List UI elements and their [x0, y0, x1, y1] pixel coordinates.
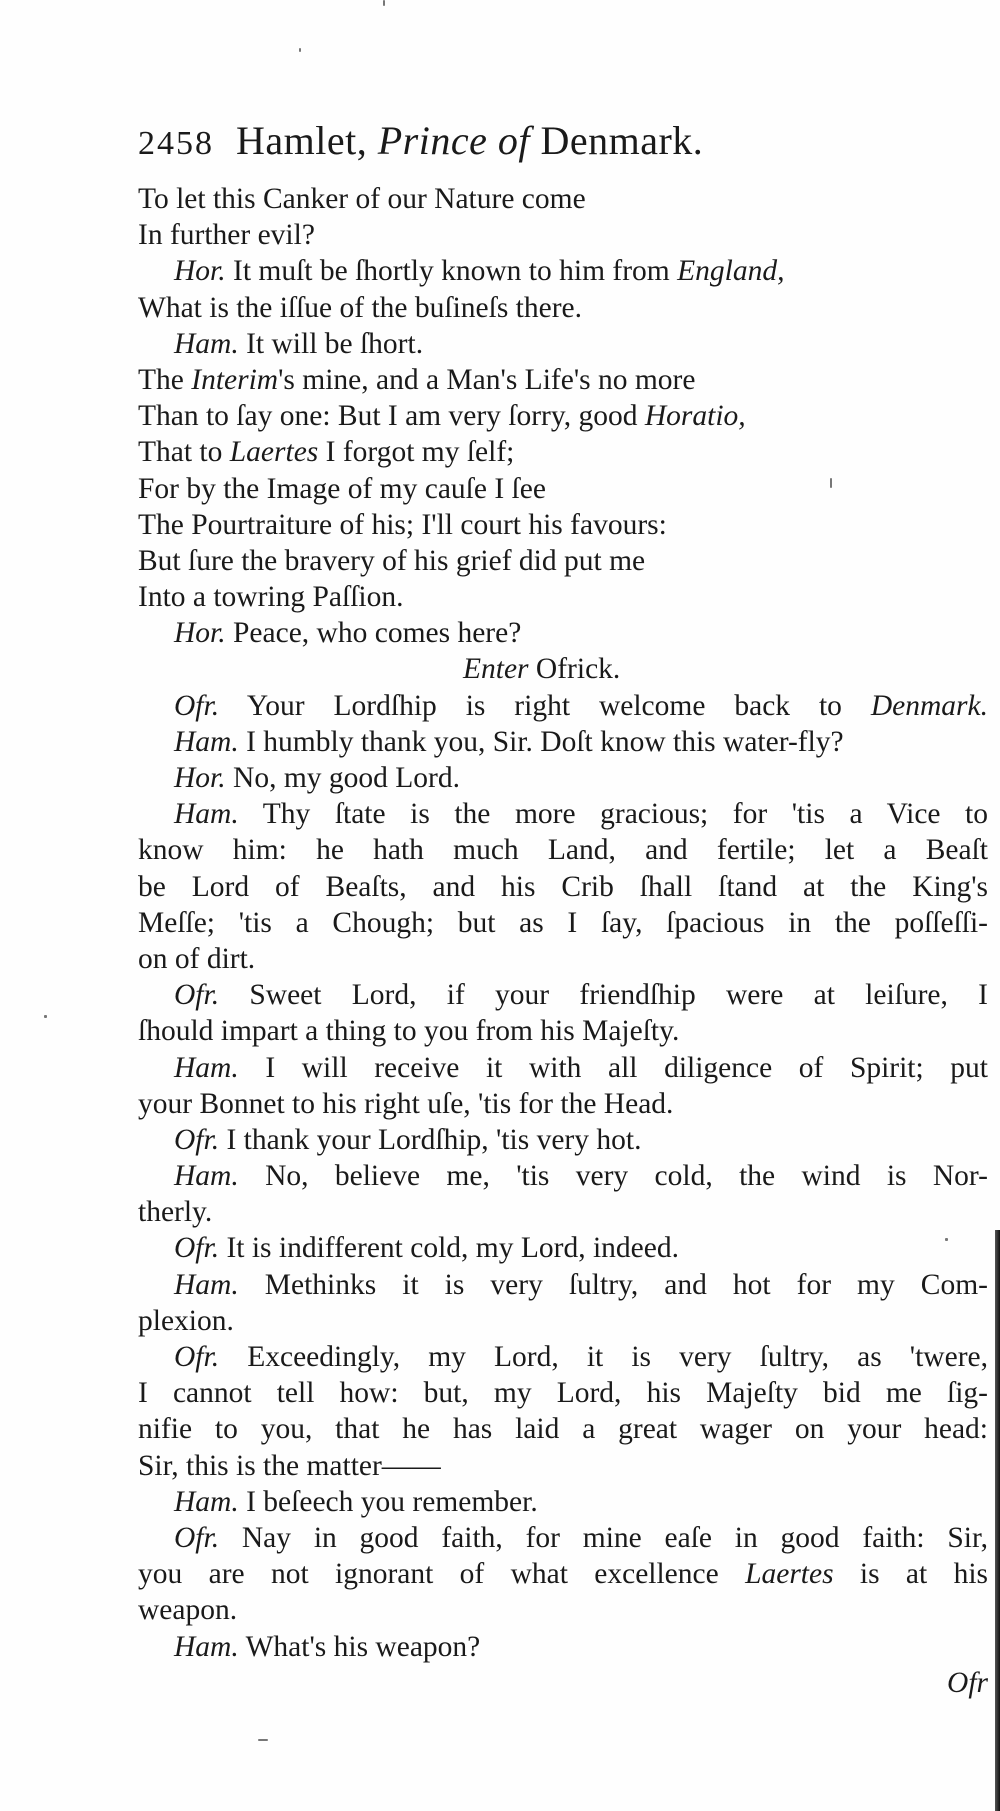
running-header	[138, 116, 958, 166]
ink-speck	[299, 48, 301, 52]
ink-speck	[383, 0, 385, 6]
italic-text: Ham.	[174, 798, 239, 831]
text-line	[138, 1158, 988, 1194]
text-segment: Peace, who comes here?	[225, 617, 522, 650]
text-segment: I will receive it with all diligence of Spirit; put	[238, 1051, 988, 1084]
text-line	[138, 1556, 988, 1592]
text-line	[138, 1520, 988, 1556]
text-line	[138, 1484, 988, 1520]
italic-text: Ham.	[174, 1630, 239, 1663]
text-segment: What's his weapon?	[238, 1630, 481, 1663]
italic-text: Laertes	[745, 1558, 834, 1591]
text-segment: I thank your Lordſhip, 'tis very hot.	[219, 1123, 642, 1156]
text-line	[138, 1629, 988, 1665]
text-segment: you are not ignorant of what excellence	[138, 1558, 746, 1591]
text-segment: ſhould impart a thing to you from his Majeſty.	[138, 1015, 680, 1048]
text-segment: Thy ſtate is the more gracious; for 'tis a Vice to	[238, 798, 988, 831]
text-line	[138, 1194, 988, 1230]
text-line	[138, 1267, 988, 1303]
text-line	[138, 941, 988, 977]
text-line	[138, 253, 988, 289]
text-line	[138, 796, 988, 832]
text-line	[138, 579, 988, 615]
text-segment: No, my good Lord.	[225, 762, 460, 794]
text-line	[138, 869, 988, 905]
text-segment: The Pourtraiture of his; I'll court his favours:	[138, 508, 667, 541]
text-line	[138, 1050, 988, 1086]
text-line	[138, 290, 988, 326]
text-segment: is at his	[833, 1558, 988, 1591]
italic-text: Ofr.	[174, 1123, 220, 1156]
text-line	[138, 326, 988, 362]
text-segment: I beſeech you remember.	[238, 1485, 538, 1518]
italic-text: Ham.	[174, 327, 239, 360]
text-line	[138, 615, 988, 651]
text-segment: In further evil?	[138, 219, 315, 252]
italic-text: Hor.	[174, 617, 226, 650]
text-line	[138, 832, 988, 868]
italic-text: Interim	[191, 363, 279, 396]
stage-direction	[138, 651, 988, 687]
text-segment: It is indifferent cold, my Lord, indeed.	[219, 1232, 679, 1265]
ink-speck	[44, 1015, 47, 1018]
italic-text: Ham.	[174, 725, 239, 758]
text-segment: Ofrick.	[528, 653, 621, 686]
text-line	[138, 688, 988, 724]
text-segment: That to	[138, 436, 230, 469]
text-segment: No, believe me, 'tis very cold, the wind is Nor-	[238, 1160, 988, 1193]
italic-text: Ham.	[174, 1485, 239, 1518]
text-segment: be Lord of Beaſts, and his Crib ſhall ſtand at the King's	[138, 870, 988, 903]
text-line	[138, 1303, 988, 1339]
text-line	[138, 977, 988, 1013]
text-segment: I forgot my ſelf;	[318, 436, 515, 469]
text-segment: nifie to you, that he has laid a great wager on your head:	[138, 1413, 988, 1446]
text-segment: The	[138, 363, 192, 396]
catchword	[138, 1665, 988, 1701]
text-segment: Nay in good faith, for mine eaſe in good faith: Sir,	[219, 1521, 988, 1554]
text-segment: Meſſe; 'tis a Chough; but as I ſay, ſpacious in the poſſeſſi-	[138, 906, 988, 939]
text-segment: Than to ſay one: But I am very ſorry, good	[138, 400, 645, 433]
text-segment: It will be ſhort.	[238, 327, 424, 360]
italic-text: Ham.	[174, 1051, 239, 1084]
text-line	[138, 724, 988, 760]
text-line	[138, 543, 988, 579]
text-line	[138, 217, 988, 253]
text-line	[138, 905, 988, 941]
ink-speck	[258, 1739, 268, 1741]
text-segment: What is the iſſue of the buſineſs there.	[138, 291, 583, 324]
italic-text: Laertes	[229, 436, 319, 469]
text-segment: Your Lordſhip is right welcome back to	[219, 689, 871, 722]
italic-text: Ofr.	[174, 1521, 220, 1554]
italic-text: Horatio,	[644, 400, 746, 433]
text-segment: plexion.	[138, 1304, 234, 1337]
text-segment: Sweet Lord, if your friendſhip were at leiſure, I	[219, 979, 988, 1012]
text-line	[138, 1122, 988, 1158]
italic-text: Ofr	[947, 1666, 988, 1699]
text-segment: weapon.	[138, 1594, 238, 1627]
running-title: Hamlet, Prince of Denmark.	[236, 118, 704, 163]
text-segment: To let this Canker of our Nature come	[138, 183, 586, 215]
play-text	[138, 181, 988, 1701]
text-line	[138, 1339, 988, 1375]
text-segment: It muſt be ſhortly known to him from	[225, 255, 678, 288]
text-segment: on of dirt.	[138, 942, 256, 975]
text-line	[138, 181, 988, 217]
text-segment: know him: he hath much Land, and fertile; let a Beaſt	[138, 834, 988, 867]
text-segment: therly.	[138, 1196, 213, 1229]
text-line	[138, 1592, 988, 1628]
text-segment: Sir, this is the matter——	[138, 1449, 441, 1482]
italic-text: Hor.	[174, 762, 226, 794]
text-line	[138, 760, 988, 796]
text-line	[138, 1013, 988, 1049]
text-segment: Exceedingly, my Lord, it is very ſultry, as 'twere,	[219, 1341, 988, 1373]
text-segment: But ſure the bravery of his grief did put me	[138, 544, 646, 577]
italic-text: Ofr.	[174, 1341, 220, 1373]
italic-text: Ofr.	[174, 979, 220, 1012]
italic-text: Ofr.	[174, 689, 220, 722]
italic-text: Ham.	[174, 1160, 239, 1193]
text-line	[138, 1411, 988, 1447]
text-line	[138, 1086, 988, 1122]
italic-text: Enter	[463, 653, 529, 686]
text-segment: 's mine, and a Man's Life's no more	[278, 363, 696, 396]
text-line	[138, 507, 988, 543]
text-line	[138, 1230, 988, 1266]
text-line	[138, 471, 988, 507]
text-segment: your Bonnet to his right uſe, 'tis for the Head.	[138, 1087, 674, 1120]
text-segment: Methinks it is very ſultry, and hot for my Com-	[238, 1268, 988, 1301]
text-line	[138, 434, 988, 470]
text-segment: I humbly thank you, Sir. Doſt know this water-fly?	[238, 725, 844, 758]
page-number: 2458	[138, 125, 214, 162]
text-line	[138, 398, 988, 434]
text-line	[138, 1375, 988, 1411]
italic-text: Ofr.	[174, 1232, 220, 1265]
italic-text: Hor.	[174, 255, 226, 288]
italic-text: Ham.	[174, 1268, 239, 1301]
text-segment: I cannot tell how: but, my Lord, his Majeſty bid me ſig-	[138, 1377, 988, 1410]
italic-text: England,	[677, 255, 785, 288]
text-line	[138, 362, 988, 398]
text-line	[138, 1448, 988, 1484]
italic-text: Denmark.	[870, 689, 988, 722]
text-segment: Into a towring Paſſion.	[138, 581, 404, 614]
text-segment: For by the Image of my cauſe I ſee	[138, 472, 546, 505]
page-gutter-shadow	[995, 1230, 1000, 1811]
